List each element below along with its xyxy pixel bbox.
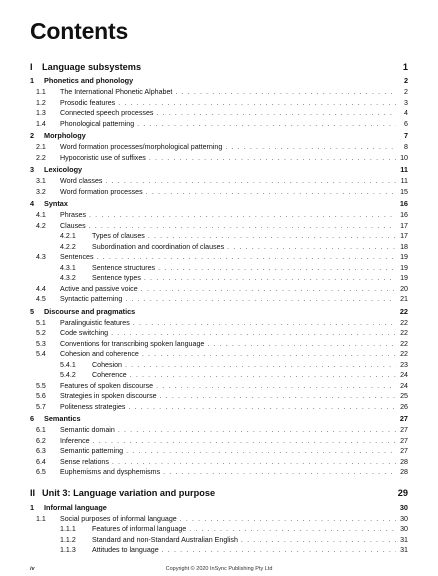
toc-dot-leader <box>109 457 396 468</box>
toc-entry-number: 1.1.3 <box>60 546 76 554</box>
toc-entry-sec[interactable] <box>30 119 408 130</box>
toc-entry-label: Phonetics and phonology <box>44 76 134 85</box>
toc-entry-page: 22 <box>400 318 408 327</box>
toc-dot-leader <box>122 294 396 305</box>
toc-entry-number: 5.6 <box>36 392 46 400</box>
toc-entry-page: 19 <box>400 274 408 282</box>
toc-entry-label: Features of informal language <box>92 525 187 533</box>
toc-entry-label: Semantics <box>44 414 81 423</box>
toc-entry-part[interactable] <box>30 486 408 501</box>
toc-entry-page: 15 <box>400 187 408 196</box>
toc-entry-label: Hypocoristic use of suffixes <box>60 153 146 162</box>
toc-entry-label: Features of spoken discourse <box>60 381 154 390</box>
toc-dot-leader <box>222 142 396 153</box>
toc-entry-label: Conventions for transcribing spoken language <box>60 339 205 348</box>
toc-entry-page: 11 <box>400 177 408 185</box>
toc-entry-number: 4.1 <box>36 211 46 219</box>
toc-dot-leader <box>204 339 396 350</box>
toc-entry-sec[interactable] <box>30 153 408 164</box>
toc-dot-leader <box>130 318 396 329</box>
toc-dot-leader <box>123 446 396 457</box>
toc-entry-number: 5.4 <box>36 350 46 358</box>
toc-entry-label: Sentences <box>60 253 94 261</box>
toc-entry-sec[interactable] <box>30 176 408 187</box>
toc-entry-sec[interactable] <box>30 98 408 109</box>
toc-entry-ch[interactable] <box>30 164 408 176</box>
toc-entry-number: 1.1.1 <box>60 525 76 533</box>
toc-entry-page: 27 <box>399 414 408 423</box>
toc-dot-leader <box>186 524 396 535</box>
toc-entry-number: 5.2 <box>36 329 46 337</box>
toc-entry-sec[interactable] <box>30 446 408 457</box>
page-number-label: iv <box>30 566 35 572</box>
table-of-contents <box>30 58 408 556</box>
toc-dot-leader <box>238 535 396 546</box>
toc-entry-number: 5 <box>30 306 35 316</box>
toc-entry-number: 4.3.2 <box>60 274 76 282</box>
toc-entry-page: 1 <box>402 62 408 72</box>
toc-entry-sec[interactable] <box>30 108 408 119</box>
toc-dot-leader <box>153 381 396 392</box>
toc-entry-label: Morphology <box>44 131 86 140</box>
toc-entry-number: 5.4.1 <box>60 360 76 369</box>
toc-entry-sec[interactable] <box>30 210 408 221</box>
toc-entry-label: Lexicology <box>44 165 83 174</box>
toc-entry-number: 5.4.2 <box>60 371 76 379</box>
toc-entry-number: I <box>30 62 33 72</box>
toc-entry-sec[interactable] <box>30 381 408 392</box>
toc-entry-label: Attitudes to language <box>92 546 159 554</box>
toc-entry-page: 2 <box>403 76 408 85</box>
toc-entry-page: 30 <box>400 525 408 533</box>
toc-entry-number: 4.3 <box>36 253 46 261</box>
toc-entry-sec[interactable] <box>30 328 408 339</box>
toc-entry-sec[interactable] <box>30 252 408 263</box>
toc-entry-label: Cohesion and coherence <box>60 350 139 358</box>
toc-entry-label: Clauses <box>60 221 86 230</box>
toc-entry-sec[interactable] <box>30 318 408 329</box>
toc-entry-sec[interactable] <box>30 339 408 350</box>
toc-entry-number: 4.2.2 <box>60 242 76 251</box>
toc-entry-number: 3.1 <box>36 177 46 185</box>
toc-dot-leader <box>153 108 396 119</box>
toc-entry-page: 21 <box>400 295 408 303</box>
toc-entry-page: 19 <box>400 263 408 272</box>
toc-entry-page: 22 <box>400 329 408 337</box>
toc-entry-label: Euphemisms and dysphemisms <box>60 468 161 476</box>
toc-entry-page: 19 <box>400 253 408 261</box>
toc-entry-label: Standard and non-Standard Australian English <box>92 535 238 544</box>
toc-entry-sec[interactable] <box>30 142 408 153</box>
toc-entry-page: 28 <box>400 468 408 476</box>
toc-entry-number: 1.2 <box>36 98 46 107</box>
toc-entry-sub[interactable] <box>30 360 408 371</box>
toc-entry-number: 1.1 <box>36 514 46 523</box>
toc-entry-number: 6.5 <box>36 468 46 476</box>
toc-entry-part[interactable] <box>30 60 408 74</box>
toc-entry-label: Phrases <box>60 211 87 219</box>
toc-dot-leader <box>115 98 396 109</box>
page-title: Contents <box>30 18 129 44</box>
toc-entry-number: 4 <box>30 199 35 208</box>
toc-dot-leader <box>145 231 396 242</box>
toc-dot-leader <box>155 263 396 274</box>
toc-dot-leader <box>125 402 396 413</box>
toc-entry-page: 22 <box>399 306 408 316</box>
toc-entry-sec[interactable] <box>30 349 408 360</box>
toc-entry-label: Semantic domain <box>60 426 115 434</box>
toc-entry-number: 5.3 <box>36 339 46 348</box>
toc-entry-sec[interactable] <box>30 187 408 198</box>
toc-entry-page: 25 <box>400 392 408 400</box>
toc-entry-number: 4.2 <box>36 221 46 230</box>
toc-dot-leader <box>143 187 396 198</box>
toc-dot-leader <box>146 153 396 164</box>
toc-entry-sec[interactable] <box>30 457 408 468</box>
toc-entry-page: 11 <box>400 165 408 174</box>
toc-entry-number: 1.1.2 <box>60 535 76 544</box>
toc-entry-number: 1 <box>30 76 35 85</box>
toc-entry-page: 6 <box>404 119 408 128</box>
toc-entry-ch[interactable] <box>30 413 408 425</box>
toc-entry-page: 22 <box>400 339 408 348</box>
toc-entry-page: 2 <box>404 88 408 96</box>
toc-entry-number: 6.4 <box>36 457 46 466</box>
toc-entry-page: 29 <box>397 487 408 498</box>
toc-dot-leader <box>94 252 396 263</box>
toc-entry-number: II <box>30 487 36 498</box>
toc-entry-sub[interactable] <box>30 263 408 274</box>
toc-entry-sec[interactable] <box>30 436 408 447</box>
toc-entry-label: Active and passive voice <box>60 284 138 293</box>
toc-entry-page: 24 <box>400 381 408 390</box>
toc-entry-sub[interactable] <box>30 545 408 556</box>
toc-entry-number: 4.2.1 <box>60 232 76 240</box>
toc-entry-label: Subordination and coordination of clauses <box>92 242 225 251</box>
toc-entry-page: 4 <box>404 109 408 117</box>
toc-entry-label: Sense relations <box>60 457 109 466</box>
toc-entry-page: 18 <box>400 242 408 251</box>
toc-entry-page: 8 <box>404 143 408 151</box>
toc-entry-sec[interactable] <box>30 514 408 525</box>
toc-entry-number: 6 <box>30 414 35 423</box>
toc-entry-sec[interactable] <box>30 391 408 402</box>
toc-entry-label: Strategies in spoken discourse <box>60 392 157 400</box>
toc-entry-label: Unit 3: Language variation and purpose <box>42 487 216 498</box>
toc-entry-page: 16 <box>400 211 408 219</box>
toc-entry-label: Code switching <box>60 329 109 337</box>
toc-entry-page: 10 <box>400 153 408 162</box>
toc-entry-number: 1 <box>30 502 35 512</box>
toc-dot-leader <box>102 176 396 187</box>
toc-entry-ch[interactable] <box>30 130 408 142</box>
toc-entry-number: 1.3 <box>36 109 46 117</box>
toc-entry-number: 2 <box>30 131 35 140</box>
toc-entry-page: 27 <box>400 436 408 445</box>
toc-entry-sec[interactable] <box>30 284 408 295</box>
toc-entry-label: Sentence types <box>92 274 141 282</box>
toc-entry-label: Word formation processes/morphological patterning <box>60 143 223 151</box>
toc-dot-leader <box>115 425 396 436</box>
toc-entry-number: 3 <box>30 165 35 174</box>
toc-entry-number: 2.2 <box>36 153 46 162</box>
toc-entry-page: 31 <box>400 535 408 544</box>
toc-entry-label: Phonological patterning <box>60 119 135 128</box>
toc-entry-label: Discourse and pragmatics <box>44 306 136 316</box>
toc-dot-leader <box>172 87 396 98</box>
toc-entry-page: 28 <box>400 457 408 466</box>
toc-entry-ch[interactable] <box>30 306 408 318</box>
toc-entry-sub[interactable] <box>30 242 408 253</box>
toc-entry-label: Semantic patterning <box>60 447 124 455</box>
toc-entry-sub[interactable] <box>30 370 408 381</box>
toc-entry-label: Language subsystems <box>42 62 142 72</box>
toc-entry-sub[interactable] <box>30 524 408 535</box>
toc-entry-label: Informal language <box>44 502 107 512</box>
toc-dot-leader <box>90 436 396 447</box>
toc-dot-leader <box>108 328 396 339</box>
toc-entry-sec[interactable] <box>30 467 408 478</box>
toc-entry-page: 30 <box>399 502 408 512</box>
toc-entry-label: Connected speech processes <box>60 109 154 117</box>
toc-entry-sec[interactable] <box>30 425 408 436</box>
toc-entry-number: 4.3.1 <box>60 263 76 272</box>
toc-entry-label: Sentence structures <box>92 263 156 272</box>
toc-dot-leader <box>141 273 396 284</box>
toc-entry-number: 2.1 <box>36 143 46 151</box>
toc-entry-page: 20 <box>400 284 408 293</box>
toc-entry-label: Politeness strategies <box>60 402 126 411</box>
toc-entry-page: 26 <box>400 402 408 411</box>
toc-entry-ch[interactable] <box>30 75 408 87</box>
toc-entry-label: Word classes <box>60 177 103 185</box>
toc-entry-page: 30 <box>400 514 408 523</box>
toc-entry-sub[interactable] <box>30 273 408 284</box>
toc-dot-leader <box>224 242 396 253</box>
toc-entry-label: Prosodic features <box>60 98 116 107</box>
toc-entry-number: 4.5 <box>36 295 46 303</box>
toc-entry-page: 27 <box>400 426 408 434</box>
toc-dot-leader <box>127 370 396 381</box>
toc-dot-leader <box>138 284 396 295</box>
toc-entry-sec[interactable] <box>30 221 408 232</box>
toc-entry-number: 3.2 <box>36 187 46 196</box>
toc-dot-leader <box>86 210 396 221</box>
toc-entry-page: 22 <box>400 350 408 358</box>
toc-entry-ch[interactable] <box>30 502 408 514</box>
copyright-notice: Copyright © 2020 InSync Publishing Pty Ltd <box>165 566 273 572</box>
toc-entry-page: 23 <box>400 360 408 369</box>
toc-entry-label: Coherence <box>92 371 127 379</box>
toc-entry-number: 1.4 <box>36 119 46 128</box>
toc-entry-page: 16 <box>399 199 408 208</box>
toc-entry-label: Inference <box>60 436 90 445</box>
toc-dot-leader <box>86 221 396 232</box>
toc-dot-leader <box>134 119 396 130</box>
toc-entry-sec[interactable] <box>30 87 408 98</box>
toc-entry-page: 27 <box>400 447 408 455</box>
toc-entry-label: The International Phonetic Alphabet <box>60 88 173 96</box>
toc-entry-page: 7 <box>403 131 408 140</box>
toc-entry-page: 3 <box>404 98 408 107</box>
toc-entry-label: Cohesion <box>92 360 122 369</box>
toc-entry-number: 6.3 <box>36 447 46 455</box>
toc-entry-number: 1.1 <box>36 88 46 96</box>
toc-entry-page: 24 <box>400 371 408 379</box>
toc-entry-number: 5.5 <box>36 381 46 390</box>
toc-entry-page: 31 <box>400 546 408 554</box>
toc-entry-label: Word formation processes <box>60 187 143 196</box>
toc-entry-sec[interactable] <box>30 402 408 413</box>
toc-entry-label: Paralinguistic features <box>60 318 130 327</box>
toc-dot-leader <box>157 391 396 402</box>
toc-entry-ch[interactable] <box>30 198 408 210</box>
toc-entry-label: Types of clauses <box>92 232 145 240</box>
toc-entry-number: 5.1 <box>36 318 46 327</box>
toc-entry-label: Syntax <box>44 199 68 208</box>
toc-dot-leader <box>159 545 396 556</box>
toc-entry-label: Social purposes of informal language <box>60 514 177 523</box>
toc-dot-leader <box>122 360 396 371</box>
toc-entry-number: 5.7 <box>36 402 46 411</box>
toc-entry-sub[interactable] <box>30 231 408 242</box>
toc-dot-leader <box>160 467 396 478</box>
toc-entry-sub[interactable] <box>30 535 408 546</box>
toc-entry-label: Syntactic patterning <box>60 295 123 303</box>
toc-entry-number: 6.1 <box>36 426 46 434</box>
toc-entry-sec[interactable] <box>30 294 408 305</box>
toc-dot-leader <box>177 514 396 525</box>
toc-dot-leader <box>139 349 396 360</box>
toc-entry-number: 4.4 <box>36 284 46 293</box>
toc-entry-page: 17 <box>400 221 408 230</box>
toc-entry-page: 17 <box>400 232 408 240</box>
toc-entry-number: 6.2 <box>36 436 46 445</box>
